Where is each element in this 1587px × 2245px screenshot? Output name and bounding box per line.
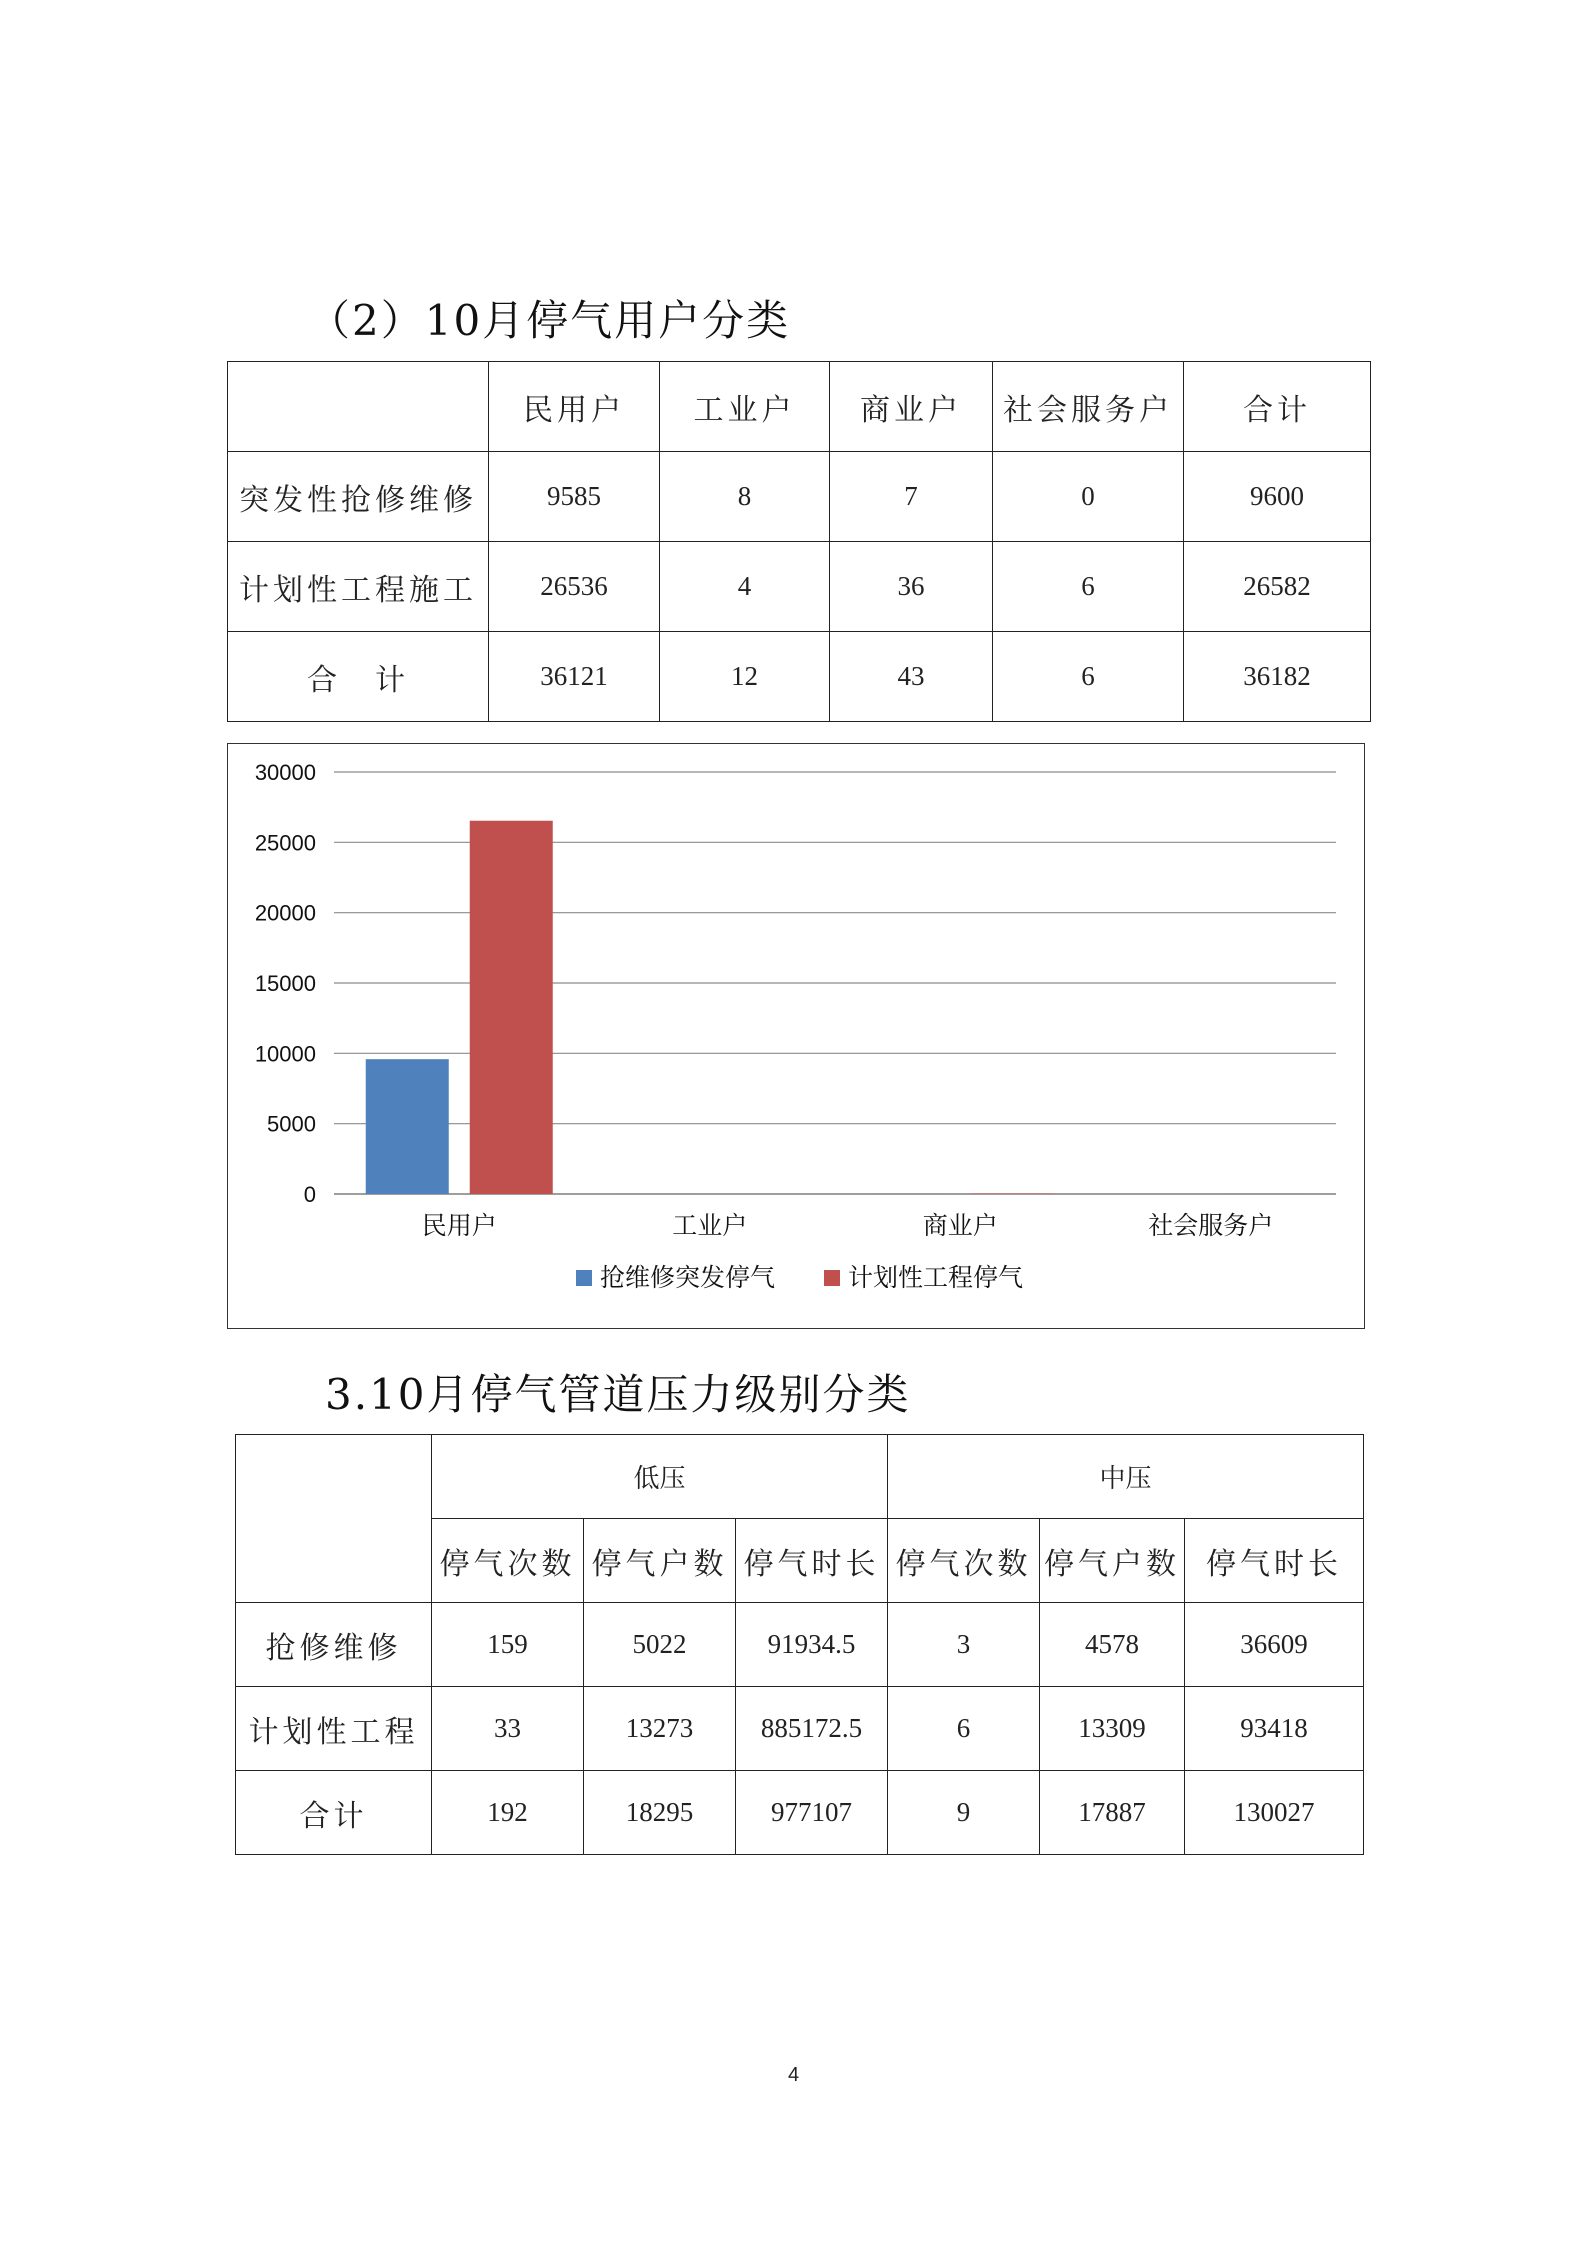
table-cell: 36609 — [1185, 1603, 1364, 1687]
chart-canvas — [228, 744, 1364, 1328]
row-label: 抢修维修 — [236, 1603, 432, 1687]
bar-planned — [971, 1193, 1054, 1194]
table-cell: 885172.5 — [736, 1687, 888, 1771]
table-cell: 159 — [432, 1603, 584, 1687]
y-tick-label: 10000 — [254, 1041, 316, 1067]
section-2-title: 3.10月停气管道压力级别分类 — [325, 1370, 911, 1419]
legend-swatch — [824, 1270, 840, 1286]
table-cell: 7 — [830, 452, 993, 542]
subheader-cell: 停气户数 — [584, 1519, 736, 1603]
group-header-low: 低压 — [432, 1435, 888, 1519]
table-cell: 36121 — [489, 632, 660, 722]
y-tick-label: 5000 — [267, 1111, 316, 1137]
table-cell: 8 — [660, 452, 830, 542]
table-cell: 26536 — [489, 542, 660, 632]
y-tick-label: 20000 — [254, 900, 316, 926]
subheader-cell: 停气户数 — [1040, 1519, 1185, 1603]
user-category-table — [227, 361, 1371, 722]
section-1-title: （2）10月停气用户分类 — [308, 296, 791, 345]
subheader-cell: 停气次数 — [432, 1519, 584, 1603]
table-cell: 6 — [993, 632, 1184, 722]
subheader-cell: 停气次数 — [888, 1519, 1040, 1603]
table-cell: 17887 — [1040, 1771, 1185, 1855]
corner-cell — [236, 1435, 432, 1603]
table-cell: 4 — [660, 542, 830, 632]
subheader-cell: 停气时长 — [1185, 1519, 1364, 1603]
row-label: 计划性工程 — [236, 1687, 432, 1771]
table-cell: 26582 — [1184, 542, 1371, 632]
y-tick-label: 30000 — [254, 760, 316, 785]
legend-label: 计划性工程停气 — [848, 1263, 1024, 1292]
subheader-cell: 停气时长 — [736, 1519, 888, 1603]
table-cell: 33 — [432, 1687, 584, 1771]
table-cell: 18295 — [584, 1771, 736, 1855]
header-cell: 工业户 — [660, 362, 830, 452]
table-cell: 977107 — [736, 1771, 888, 1855]
table-cell: 192 — [432, 1771, 584, 1855]
table-row — [236, 1603, 1364, 1687]
x-tick-label: 商业户 — [922, 1211, 998, 1240]
row-label: 合计 — [236, 1771, 432, 1855]
table-cell: 9600 — [1184, 452, 1371, 542]
page-number: 4 — [787, 2064, 800, 2086]
legend-swatch — [576, 1270, 592, 1286]
y-tick-label: 25000 — [254, 830, 316, 856]
table-row — [236, 1687, 1364, 1771]
table-cell: 36 — [830, 542, 993, 632]
table-cell: 5022 — [584, 1603, 736, 1687]
table-cell: 6 — [888, 1687, 1040, 1771]
table-cell: 9585 — [489, 452, 660, 542]
row-label: 突发性抢修维修 — [228, 452, 489, 542]
table-row — [228, 452, 1371, 542]
bar-chart — [227, 743, 1365, 1329]
y-tick-label: 15000 — [254, 971, 316, 996]
table-row — [236, 1771, 1364, 1855]
x-tick-label: 民用户 — [421, 1211, 497, 1240]
header-cell: 民用户 — [489, 362, 660, 452]
bar-planned — [470, 821, 553, 1194]
header-cell — [228, 362, 489, 452]
table-cell: 3 — [888, 1603, 1040, 1687]
pressure-level-table — [235, 1434, 1364, 1855]
row-label: 合 计 — [228, 632, 489, 722]
table-cell: 12 — [660, 632, 830, 722]
legend-label: 抢维修突发停气 — [600, 1263, 776, 1292]
table-cell: 91934.5 — [736, 1603, 888, 1687]
table-group-row — [236, 1435, 1364, 1519]
group-header-medium: 中压 — [888, 1435, 1364, 1519]
table-cell: 0 — [993, 452, 1184, 542]
table-header-row — [228, 362, 1371, 452]
row-label: 计划性工程施工 — [228, 542, 489, 632]
header-cell: 社会服务户 — [993, 362, 1184, 452]
table-row — [228, 632, 1371, 722]
table-cell: 13309 — [1040, 1687, 1185, 1771]
table-cell: 13273 — [584, 1687, 736, 1771]
table-cell: 130027 — [1185, 1771, 1364, 1855]
y-tick-label: 0 — [303, 1182, 316, 1207]
x-tick-label: 社会服务户 — [1148, 1211, 1274, 1240]
table-cell: 43 — [830, 632, 993, 722]
table-cell: 4578 — [1040, 1603, 1185, 1687]
bar-emergency — [366, 1059, 449, 1194]
table-row — [228, 542, 1371, 632]
x-tick-label: 工业户 — [672, 1211, 748, 1240]
table-cell: 93418 — [1185, 1687, 1364, 1771]
table-cell: 6 — [993, 542, 1184, 632]
table-cell: 9 — [888, 1771, 1040, 1855]
table-cell: 36182 — [1184, 632, 1371, 722]
header-cell: 商业户 — [830, 362, 993, 452]
header-cell: 合计 — [1184, 362, 1371, 452]
